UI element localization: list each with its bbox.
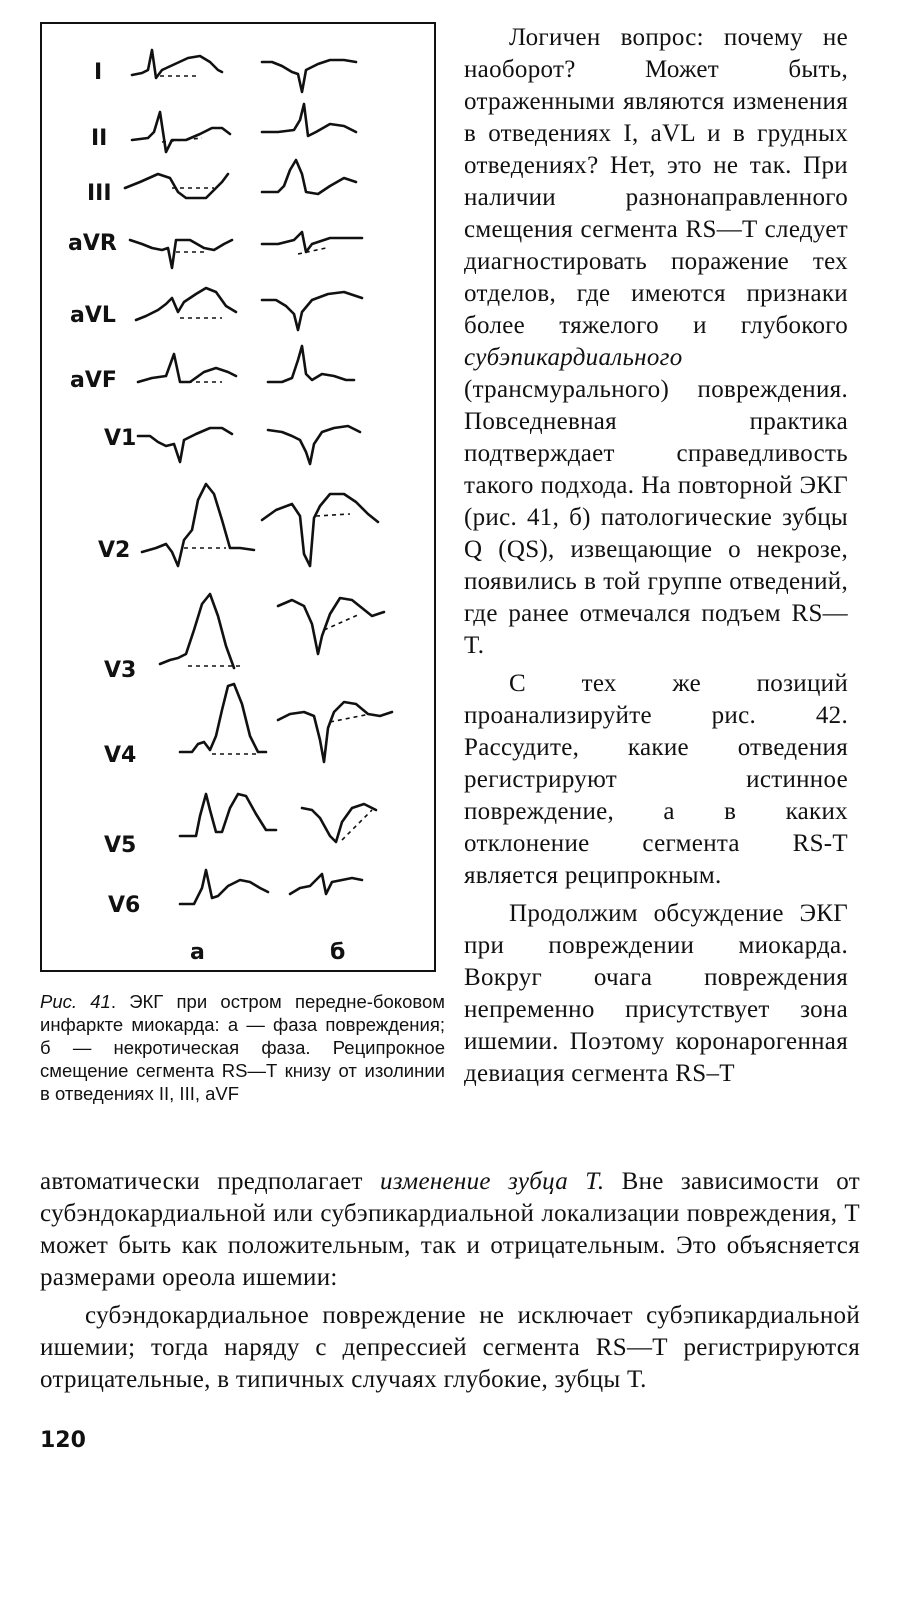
paragraph-4-end: Вне зависимости от субэндокардиальной или субэпикардиальной локализации повреждения, Т может быть как положительным, так и отрицательным. Это объясняется размерами ореола ишемии: — [40, 1168, 861, 1291]
trace-b-V2 — [262, 494, 378, 566]
paragraph-1-tail: (трансмурального) повреждения. Повседневная практика подтверждает справедливость такого подхода. На повторной ЭКГ (рис. 41, б) патологические зубцы Q (QS), извещающие о некрозе, появились в той группе отведений, где ранее отмечался подъем RS—T. — [464, 376, 848, 659]
paragraph-1 — [464, 22, 848, 662]
caption-label: Рис. 41 — [40, 991, 111, 1012]
trace-a-III — [125, 174, 228, 198]
lead-label-II: II — [91, 126, 108, 151]
trace-a-V5 — [180, 794, 276, 836]
trace-b-aVR — [262, 232, 362, 252]
caption-text: . ЭКГ при остром передне-боковом инфаркте миокарда: а — фаза повреждения; б — некротическая фаза. Реципрокное смещение сегмента RS—T книзу от изолинии в отведениях II, III, aVF — [40, 991, 445, 1104]
paragraph-4-start: автоматически предполагает — [40, 1168, 380, 1195]
trace-b-aVF — [268, 346, 354, 382]
lead-label-V5: V5 — [104, 833, 137, 858]
lead-label-aVL: aVL — [70, 303, 116, 328]
page-number: 120 — [40, 1428, 86, 1453]
lead-label-V1: V1 — [104, 426, 137, 451]
trace-b-I — [262, 60, 356, 92]
column-label-b: б — [330, 940, 346, 965]
lead-label-V2: V2 — [98, 538, 131, 563]
trace-a-II — [132, 112, 230, 152]
paragraph-4 — [40, 1166, 860, 1294]
trace-a-I — [132, 50, 222, 78]
trace-a-V6 — [180, 870, 268, 904]
trace-a-aVF — [138, 354, 236, 382]
trace-a-V3 — [160, 594, 234, 668]
paragraph-3: Продолжим обсуждение ЭКГ при повреждении миокарда. Вокруг очага повреждения непременно присутствует зона ишемии. Поэтому коронарогенная девиация сегмента RS–Т — [464, 900, 848, 1087]
right-column-text — [464, 22, 848, 1090]
trace-b-V1 — [268, 426, 360, 464]
lead-label-III: III — [87, 181, 112, 206]
trace-b-aVL — [262, 292, 362, 330]
trace-b-II — [262, 104, 356, 136]
lead-label-I: I — [94, 60, 103, 85]
paragraph-4-emphasis: изменение зубца Т. — [379, 1168, 605, 1195]
trace-b-V6 — [290, 874, 362, 894]
paragraph-5: субэндокардиальное повреждение не исключает субэпикардиальной ишемии; тогда наряду с депрессией сегмента RS—Т регистрируются отрицательные, в типичных случаях глубокие, зубцы Т. — [40, 1302, 860, 1393]
figure-caption — [40, 990, 445, 1105]
lead-label-V3: V3 — [104, 658, 137, 683]
trace-b-III — [262, 160, 356, 194]
bottom-text — [40, 1166, 860, 1396]
trace-a-aVR — [130, 240, 232, 268]
paragraph-1-emphasis: субэпикардиального — [464, 344, 683, 371]
trace-b-V3 — [278, 598, 384, 654]
lead-label-aVR: aVR — [68, 231, 117, 256]
paragraph-2: С тех же позиций проанализируйте рис. 42. Рассудите, какие отведения регистрируют истинное повреждение, а в каких отклонение сегмента RS-T является реципрокным. — [464, 670, 848, 889]
trace-a-aVL — [136, 288, 236, 320]
trace-a-V4 — [180, 684, 266, 752]
lead-label-aVF: aVF — [70, 368, 117, 393]
trace-a-V2 — [142, 484, 254, 566]
paragraph-1-text: Логичен вопрос: почему не наоборот? Может быть, отраженными являются изменения в отведениях I, aVL и в грудных отведениях? Нет, это не так. При наличии разнонаправленного смещения сегмента RS—T следует диагностировать поражение тех отделов, где имеются признаки более тяжелого и глубокого — [464, 24, 848, 339]
lead-label-V6: V6 — [108, 893, 141, 918]
trace-b-V4 — [278, 702, 392, 762]
lead-label-V4: V4 — [104, 743, 137, 768]
trace-a-V1 — [138, 428, 232, 462]
trace-b-V5 — [302, 804, 376, 842]
column-label-a: а — [190, 940, 205, 965]
